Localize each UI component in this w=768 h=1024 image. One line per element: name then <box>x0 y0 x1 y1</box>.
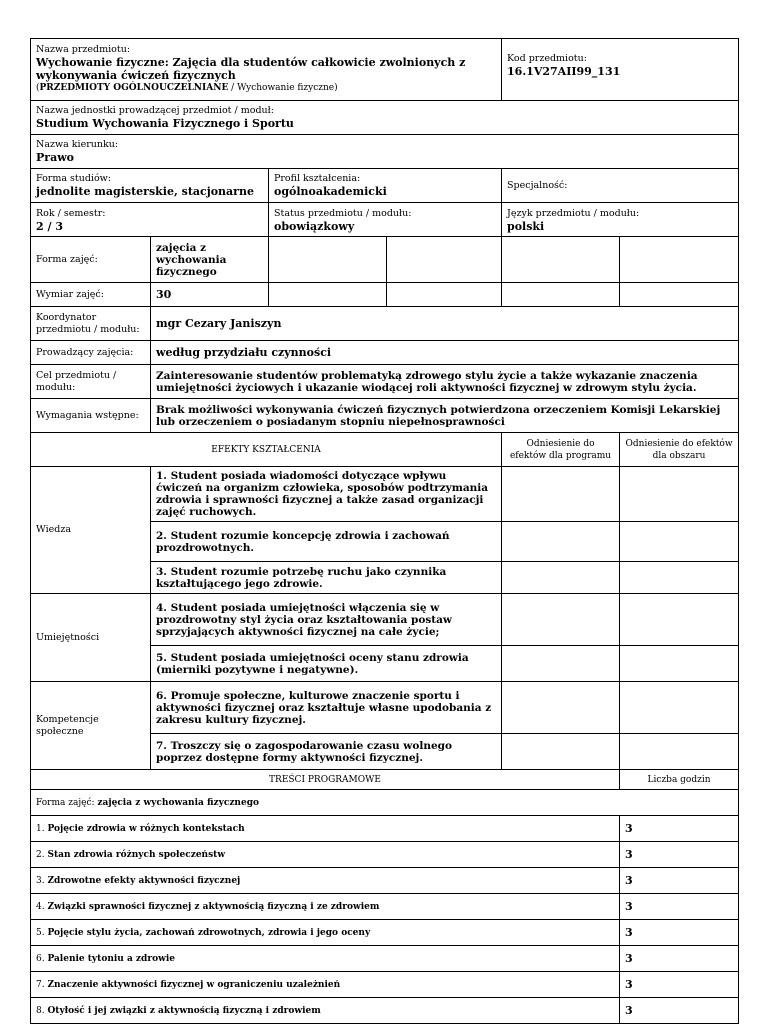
language-cell <box>502 203 739 237</box>
status-value: obowiązkowy <box>274 220 355 233</box>
year-label: Rok / semestr: <box>36 208 106 219</box>
outcome-item: 1. Student posiada wiadomości dotyczące wpływu ćwiczeń na organizm człowieka, sposobów podtrzymania zdrowia i sprawności fizycznej a także zasad organizacji zajęć ruchowych. <box>151 467 502 522</box>
requirements-value: Brak możliwości wykonywania ćwiczeń fizycznych potwierdzona orzeczeniem Komisji Lekarskiej lub orzeczeniem o posiadanym stopniu niepełnosprawności <box>151 399 739 433</box>
profile-value: ogólnoakademicki <box>274 185 387 198</box>
requirements-label: Wymagania wstępne: <box>31 399 151 433</box>
ref-area-cell <box>620 682 739 734</box>
ref-program-cell <box>502 646 620 682</box>
profile-label: Profil kształcenia: <box>274 173 361 184</box>
ref-program-cell <box>502 734 620 770</box>
language-label: Język przedmiotu / modułu: <box>507 208 640 219</box>
empty-cell <box>269 283 387 307</box>
ref-area-cell <box>620 646 739 682</box>
program-hours: 3 <box>620 894 739 920</box>
syllabus-document <box>30 38 738 1024</box>
outcome-item: 7. Troszczy się o zagospodarowanie czasu wolnego poprzez dostępne formy aktywności fizycznej. <box>151 734 502 770</box>
outcome-item: 6. Promuje społeczne, kulturowe znaczenie sportu i aktywności fizycznej oraz kształtuje własne upodobania z zakresu kultury fizycznej. <box>151 682 502 734</box>
subject-cell <box>31 39 502 101</box>
program-row: 4. Związki sprawności fizycznej z aktywnością fizyczną i ze zdrowiem <box>31 894 620 920</box>
outcome-group-social: Kompetencje społeczne <box>31 682 151 770</box>
program-hours: 3 <box>620 920 739 946</box>
teachers-value: według przydziału czynności <box>151 341 739 365</box>
class-form-value: zajęcia z wychowania fizycznego <box>151 237 269 283</box>
subject-label: Nazwa przedmiotu: <box>36 44 131 55</box>
study-form-value: jednolite magisterskie, stacjonarne <box>36 185 254 198</box>
goal-value: Zainteresowanie studentów problematyką zdrowego stylu życie a także wykazanie znaczenia umiejętności życiowych i ukazanie wiodącej roli aktywności fizycznej w zdrowym stylu życia. <box>151 365 739 399</box>
field-value: Prawo <box>36 151 75 164</box>
empty-cell <box>269 237 387 283</box>
unit-value: Studium Wychowania Fizycznego i Sportu <box>36 117 294 130</box>
coordinator-label: Koordynator przedmiotu / modułu: <box>31 307 151 341</box>
program-hours: 3 <box>620 972 739 998</box>
program-row: 3. Zdrowotne efekty aktywności fizycznej <box>31 868 620 894</box>
ref-program-cell <box>502 467 620 522</box>
outcome-item: 2. Student rozumie koncepcję zdrowia i zachowań prozdrowotnych. <box>151 522 502 562</box>
code-cell <box>502 39 739 101</box>
outcome-item: 4. Student posiada umiejętności włączenia się w prozdrowotny styl życia oraz kształtowania postaw sprzyjających aktywności fizycznej na całe życie; <box>151 594 502 646</box>
unit-label: Nazwa jednostki prowadzącej przedmiot / moduł: <box>36 105 274 116</box>
program-row: 5. Pojęcie stylu życia, zachowań zdrowotnych, zdrowia i jego oceny <box>31 920 620 946</box>
ref-program-cell <box>502 562 620 594</box>
field-label: Nazwa kierunku: <box>36 139 119 150</box>
goal-label: Cel przedmiotu / modułu: <box>31 365 151 399</box>
profile-cell <box>269 169 502 203</box>
program-hours: 3 <box>620 842 739 868</box>
status-cell <box>269 203 502 237</box>
empty-cell <box>502 237 620 283</box>
hours-value: 30 <box>151 283 269 307</box>
ref-program-cell <box>502 594 620 646</box>
year-value: 2 / 3 <box>36 220 63 233</box>
ref-area-header: Odniesienie do efektów dla obszaru <box>620 433 739 467</box>
program-hours: 3 <box>620 816 739 842</box>
syllabus-table <box>30 38 739 1024</box>
empty-cell <box>387 237 502 283</box>
program-hours: 3 <box>620 868 739 894</box>
subject-name: Wychowanie fizyczne: Zajęcia dla studentów całkowicie zwolnionych z wykonywania ćwiczeń fizycznych <box>36 56 466 82</box>
ref-program-cell <box>502 522 620 562</box>
study-form-cell <box>31 169 269 203</box>
class-form-label: Forma zajęć: <box>31 237 151 283</box>
program-row: 6. Palenie tytoniu a zdrowie <box>31 946 620 972</box>
program-hours-header: Liczba godzin <box>620 770 739 790</box>
empty-cell <box>502 283 620 307</box>
ref-area-cell <box>620 467 739 522</box>
code-label: Kod przedmiotu: <box>507 53 587 64</box>
program-row: 1. Pojęcie zdrowia w różnych kontekstach <box>31 816 620 842</box>
ref-area-cell <box>620 734 739 770</box>
year-cell <box>31 203 269 237</box>
ref-area-cell <box>620 562 739 594</box>
hours-label: Wymiar zajęć: <box>31 283 151 307</box>
coordinator-value: mgr Cezary Janiszyn <box>151 307 739 341</box>
empty-cell <box>620 237 739 283</box>
program-hours: 3 <box>620 946 739 972</box>
code-value: 16.1V27AII99_131 <box>507 65 621 78</box>
outcome-group-knowledge: Wiedza <box>31 467 151 594</box>
empty-cell <box>620 283 739 307</box>
field-cell <box>31 135 739 169</box>
unit-cell <box>31 101 739 135</box>
ref-area-cell <box>620 594 739 646</box>
study-form-label: Forma studiów: <box>36 173 112 184</box>
program-hours: 3 <box>620 998 739 1024</box>
outcome-item: 5. Student posiada umiejętności oceny stanu zdrowia (mierniki pozytywne i negatywne). <box>151 646 502 682</box>
teachers-label: Prowadzący zajęcia: <box>31 341 151 365</box>
ref-program-header: Odniesienie do efektów dla programu <box>502 433 620 467</box>
outcomes-header: EFEKTY KSZTAŁCENIA <box>31 433 502 467</box>
ref-area-cell <box>620 522 739 562</box>
program-row: 2. Stan zdrowia różnych społeczeństw <box>31 842 620 868</box>
outcome-group-skills: Umiejętności <box>31 594 151 682</box>
program-form: Forma zajęć: zajęcia z wychowania fizycznego <box>31 790 739 816</box>
program-header: TREŚCI PROGRAMOWE <box>31 770 620 790</box>
program-row: 7. Znaczenie aktywności fizycznej w ograniczeniu uzależnień <box>31 972 620 998</box>
program-row: 8. Otyłość i jej związki z aktywnością fizyczną i zdrowiem <box>31 998 620 1024</box>
specialty-cell <box>502 169 739 203</box>
language-value: polski <box>507 220 545 233</box>
status-label: Status przedmiotu / modułu: <box>274 208 412 219</box>
outcome-item: 3. Student rozumie potrzebę ruchu jako czynnika kształtującego jego zdrowie. <box>151 562 502 594</box>
ref-program-cell <box>502 682 620 734</box>
subject-group: (PRZEDMIOTY OGÓLNOUCZELNIANE / Wychowanie fizyczne) <box>36 83 338 93</box>
specialty-label: Specjalność: <box>507 179 568 191</box>
empty-cell <box>387 283 502 307</box>
